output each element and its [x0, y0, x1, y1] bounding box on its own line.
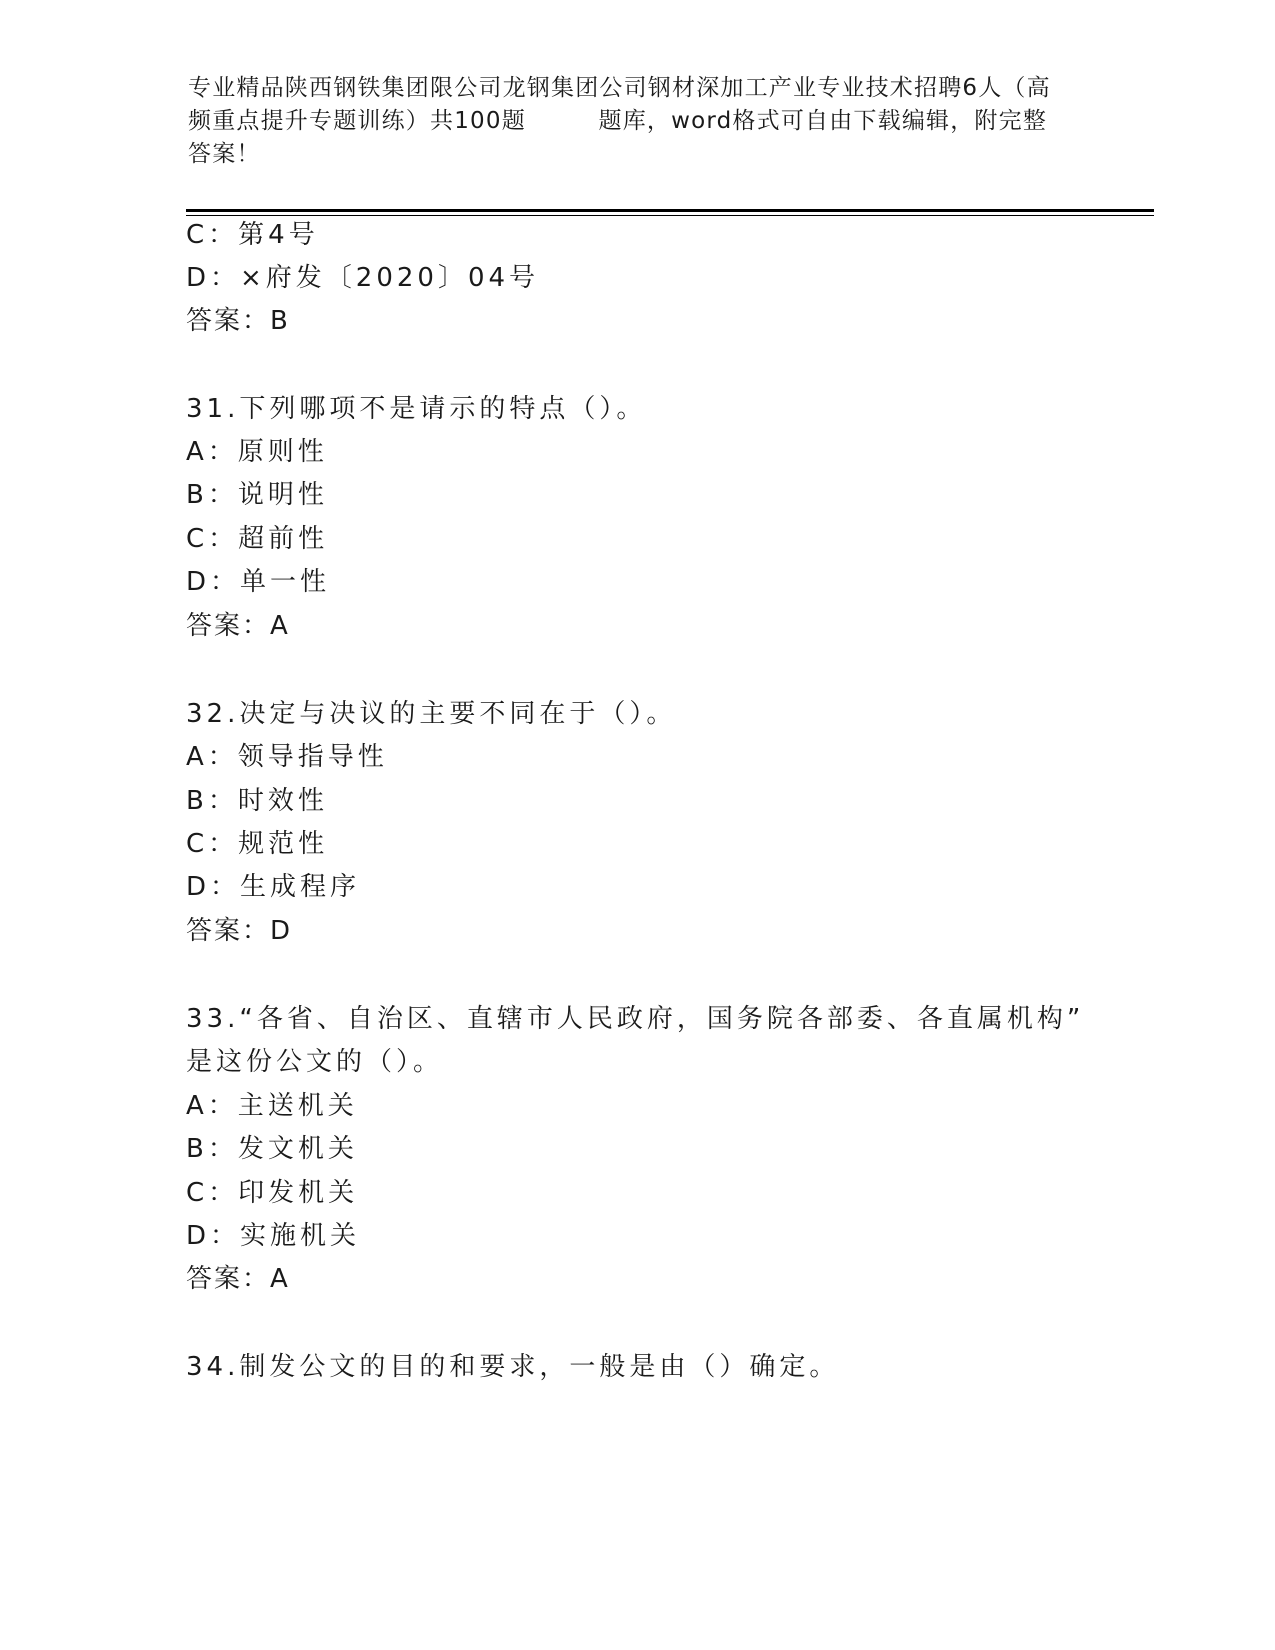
option-d: D：单一性 — [186, 567, 331, 597]
option-b: B：发文机关 — [186, 1134, 358, 1164]
answer: 答案：D — [186, 916, 293, 946]
question-34: 34.制发公文的目的和要求，一般是由（）确定。 — [186, 1352, 840, 1382]
header-rule-thick — [186, 209, 1154, 212]
option-d: D：×府发〔2020〕04号 — [186, 263, 540, 293]
question-33-line-1: 33.“各省、自治区、直辖市人民政府，国务院各部委、各直属机构” — [186, 1004, 1085, 1034]
question-31: 31.下列哪项不是请示的特点（）。 — [186, 394, 647, 424]
option-a: A：原则性 — [186, 437, 328, 467]
answer: 答案：A — [186, 1264, 290, 1294]
answer: 答案：A — [186, 611, 290, 641]
option-d: D：实施机关 — [186, 1221, 361, 1251]
option-a: A：领导指导性 — [186, 742, 388, 772]
header-line-2: 频重点提升专题训练）共100题 题库，word格式可自由下载编辑，附完整 — [188, 108, 1048, 134]
header-line-1: 专业精品陕西钢铁集团限公司龙钢集团公司钢材深加工产业专业技术招聘6人（高 — [188, 75, 1051, 101]
header-line-3: 答案！ — [188, 141, 261, 167]
option-a: A：主送机关 — [186, 1091, 358, 1121]
option-c: C：规范性 — [186, 829, 329, 859]
option-c: C：第4号 — [186, 220, 319, 250]
question-33-line-2: 是这份公文的（）。 — [186, 1047, 444, 1077]
option-d: D：生成程序 — [186, 872, 361, 902]
option-c: C：超前性 — [186, 524, 329, 554]
option-c: C：印发机关 — [186, 1178, 359, 1208]
option-b: B：说明性 — [186, 480, 328, 510]
page-header — [188, 72, 1088, 171]
answer: 答案：B — [186, 306, 290, 336]
header-rule-thin — [186, 215, 1154, 216]
question-32: 32.决定与决议的主要不同在于（）。 — [186, 699, 677, 729]
option-b: B：时效性 — [186, 786, 328, 816]
